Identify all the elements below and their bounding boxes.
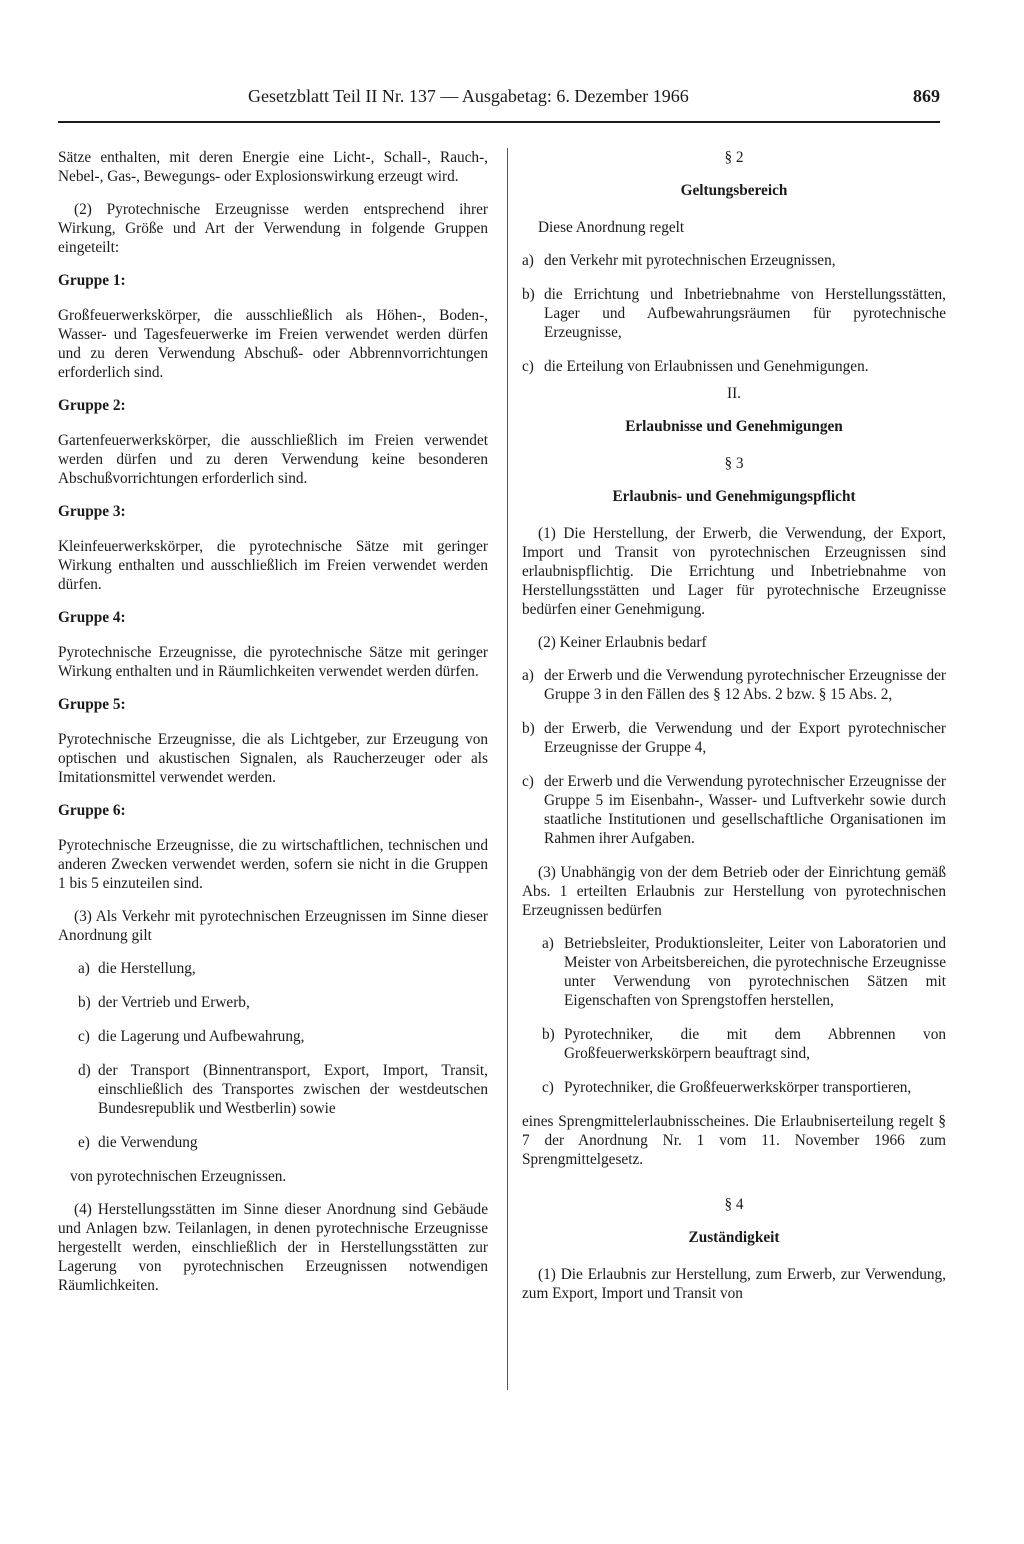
- part-number: II.: [726, 385, 741, 402]
- section-2-title: Geltungsbereich: [680, 182, 788, 199]
- list-item: [522, 285, 946, 342]
- list-item-text: die Herstellung,: [98, 960, 196, 977]
- list-item-label: a): [542, 935, 554, 952]
- paragraph-3: (3) Als Verkehr mit pyrotechnischen Erzeugnissen im Sinne dieser Anordnung gilt: [58, 908, 488, 944]
- section-3-title: Erlaubnis- und Genehmigungspflicht: [612, 488, 856, 505]
- list-item-text: der Erwerb und die Verwendung pyrotechnischer Erzeugnisse der Gruppe 3 in den Fällen des § 12 Abs. 2 bzw. § 15 Abs. 2,: [544, 667, 946, 703]
- list-item-label: e): [78, 1134, 90, 1151]
- header-title: Gesetzblatt Teil II Nr. 137 — Ausgabetag: 6. Dezember 1966: [248, 86, 689, 106]
- list-item-text: die Lagerung und Aufbewahrung,: [98, 1028, 305, 1045]
- list-item: [522, 719, 946, 757]
- list-item: [58, 1027, 488, 1046]
- list-item: [522, 1078, 946, 1097]
- page-number: 869: [913, 86, 940, 106]
- section-3-paragraph-2: (2) Keiner Erlaubnis bedarf: [538, 634, 707, 651]
- list-item: [522, 934, 946, 1010]
- group-5-text: Pyrotechnische Erzeugnisse, die als Lichtgeber, zur Erzeugung von optischen und akustischen Signalen, als Raucherzeuger oder als Imitationsmittel verwendet werden.: [58, 731, 488, 786]
- group-1-heading: Gruppe 1:: [58, 272, 126, 289]
- list-item: [58, 959, 488, 978]
- list-item-label: b): [542, 1026, 555, 1043]
- list-item-text: der Vertrieb und Erwerb,: [98, 994, 250, 1011]
- right-column: [522, 148, 946, 1317]
- list-item: [522, 772, 946, 848]
- list-item-text: der Transport (Binnentransport, Export, Import, Transit, einschließlich des Transportes zwischen der westdeutschen Bundesrepublik und Westberlin) sowie: [98, 1062, 488, 1117]
- list-item: [522, 251, 946, 270]
- list-item-text: Betriebsleiter, Produktionsleiter, Leiter von Laboratorien und Meister von Arbeitsbereichen, die pyrotechnische Erzeugnisse unter Verwendung von pyrotechnischen Sätzen mit Eigenschaften von Sprengstoffen herstellen,: [564, 935, 946, 1009]
- list-item: [522, 666, 946, 704]
- list-item-label: c): [522, 358, 534, 375]
- list-item-text: Pyrotechniker, die Großfeuerwerkskörper transportieren,: [564, 1079, 912, 1096]
- list-item-label: b): [78, 994, 91, 1011]
- list-item-label: d): [78, 1062, 91, 1079]
- list-item-text: die Erteilung von Erlaubnissen und Genehmigungen.: [544, 358, 869, 375]
- list-item: [58, 1061, 488, 1118]
- list-item-text: die Errichtung und Inbetriebnahme von Herstellungsstätten, Lager und Aufbewahrungsräumen für pyrotechnische Erzeugnisse,: [544, 286, 946, 341]
- group-4-text: Pyrotechnische Erzeugnisse, die pyrotechnische Sätze mit geringer Wirkung enthalten und in Räumlichkeiten verwendet werden dürfen.: [58, 644, 488, 680]
- section-4-title: Zuständigkeit: [688, 1229, 780, 1246]
- group-6-heading: Gruppe 6:: [58, 802, 126, 819]
- list-item-label: b): [522, 286, 535, 303]
- group-2-heading: Gruppe 2:: [58, 397, 126, 414]
- paragraph-3-tail: von pyrotechnischen Erzeugnissen.: [70, 1168, 287, 1185]
- part-title: Erlaubnisse und Genehmigungen: [625, 418, 843, 435]
- section-2-intro: Diese Anordnung regelt: [538, 219, 685, 236]
- group-2-text: Gartenfeuerwerkskörper, die ausschließlich im Freien verwendet werden dürfen und zu deren Verwendung keine besonderen Abschußvorrichtungen erforderlich sind.: [58, 432, 488, 487]
- group-5-heading: Gruppe 5:: [58, 696, 126, 713]
- list-item-label: a): [78, 960, 90, 977]
- paragraph-2: (2) Pyrotechnische Erzeugnisse werden entsprechend ihrer Wirkung, Größe und Art der Verwendung in folgende Gruppen eingeteilt:: [58, 201, 488, 256]
- section-3-tail: eines Sprengmittelerlaubnisscheines. Die Erlaubniserteilung regelt § 7 der Anordnung Nr. 1 vom 11. November 1966 zum Sprengmittelgesetz.: [522, 1113, 946, 1168]
- list-item-text: der Erwerb und die Verwendung pyrotechnischer Erzeugnisse der Gruppe 5 im Eisenbahn-, Wasser- und Luftverkehr sowie durch staatliche Institutionen und gesellschaftliche Organisationen im Rahmen ihrer Aufgaben.: [544, 773, 946, 847]
- group-4-heading: Gruppe 4:: [58, 609, 126, 626]
- section-4-number: § 4: [724, 1196, 744, 1213]
- list-item-text: Pyrotechniker, die mit dem Abbrennen von Großfeuerwerkskörpern beauftragt sind,: [564, 1026, 946, 1062]
- section-3-paragraph-1: (1) Die Herstellung, der Erwerb, die Verwendung, der Export, Import und Transit von pyrotechnischen Erzeugnissen sind erlaubnispflichtig. Die Errichtung und Inbetriebnahme von Herstellungsstätten und Lager für pyrotechnische Erzeugnisse bedürfen einer Genehmigung.: [522, 525, 946, 618]
- header-rule: [58, 121, 940, 123]
- group-3-text: Kleinfeuerwerkskörper, die pyrotechnische Sätze mit geringer Wirkung enthalten und ausschließlich im Freien verwendet werden dürfen.: [58, 538, 488, 593]
- list-item-label: a): [522, 252, 534, 269]
- paragraph-4: (4) Herstellungsstätten im Sinne dieser Anordnung sind Gebäude und Anlagen bzw. Teilanlagen, in denen pyrotechnische Erzeugnisse hergestellt werden, einschließlich der in Herstellungsstätten zur Lagerung von pyrotechnischen Erzeugnissen notwendigen Räumlichkeiten.: [58, 1201, 488, 1294]
- group-3-heading: Gruppe 3:: [58, 503, 126, 520]
- group-1-text: Großfeuerwerkskörper, die ausschließlich als Höhen-, Boden-, Wasser- und Tagesfeuerwerke im Freien verwendet werden dürfen und zu deren Verwendung Abschuß- oder Abbrennvorrichtungen erforderlich sind.: [58, 307, 488, 381]
- list-item-label: a): [522, 667, 534, 684]
- section-3-paragraph-3: (3) Unabhängig von der dem Betrieb oder der Einrichtung gemäß Abs. 1 erteilten Erlaubnis zur Herstellung von pyrotechnischen Erzeugnissen bedürfen: [522, 864, 946, 919]
- list-item: [522, 1025, 946, 1063]
- list-item-text: den Verkehr mit pyrotechnischen Erzeugnissen,: [544, 252, 836, 269]
- list-item: [58, 1133, 488, 1152]
- list-item-label: b): [522, 720, 535, 737]
- left-column: [58, 148, 488, 1309]
- column-divider: [507, 148, 508, 1390]
- list-item-text: der Erwerb, die Verwendung und der Export pyrotechnischer Erzeugnisse der Gruppe 4,: [544, 720, 946, 756]
- intro-paragraph: Sätze enthalten, mit deren Energie eine Licht-, Schall-, Rauch-, Nebel-, Gas-, Bewegungs- oder Explosionswirkung erzeugt wird.: [58, 149, 488, 185]
- group-6-text: Pyrotechnische Erzeugnisse, die zu wirtschaftlichen, technischen und anderen Zwecken verwendet werden, sofern sie nicht in die Gruppen 1 bis 5 einzuteilen sind.: [58, 837, 488, 892]
- list-item-label: c): [78, 1028, 90, 1045]
- list-item-label: c): [542, 1079, 554, 1096]
- list-item: [522, 357, 946, 376]
- list-item-text: die Verwendung: [98, 1134, 198, 1151]
- list-item: [58, 993, 488, 1012]
- section-2-number: § 2: [724, 149, 744, 166]
- section-3-number: § 3: [724, 455, 744, 472]
- page-header: [58, 86, 940, 116]
- section-4-paragraph-1: (1) Die Erlaubnis zur Herstellung, zum Erwerb, zur Verwendung, zum Export, Import und Transit von: [522, 1266, 946, 1302]
- list-item-label: c): [522, 773, 534, 790]
